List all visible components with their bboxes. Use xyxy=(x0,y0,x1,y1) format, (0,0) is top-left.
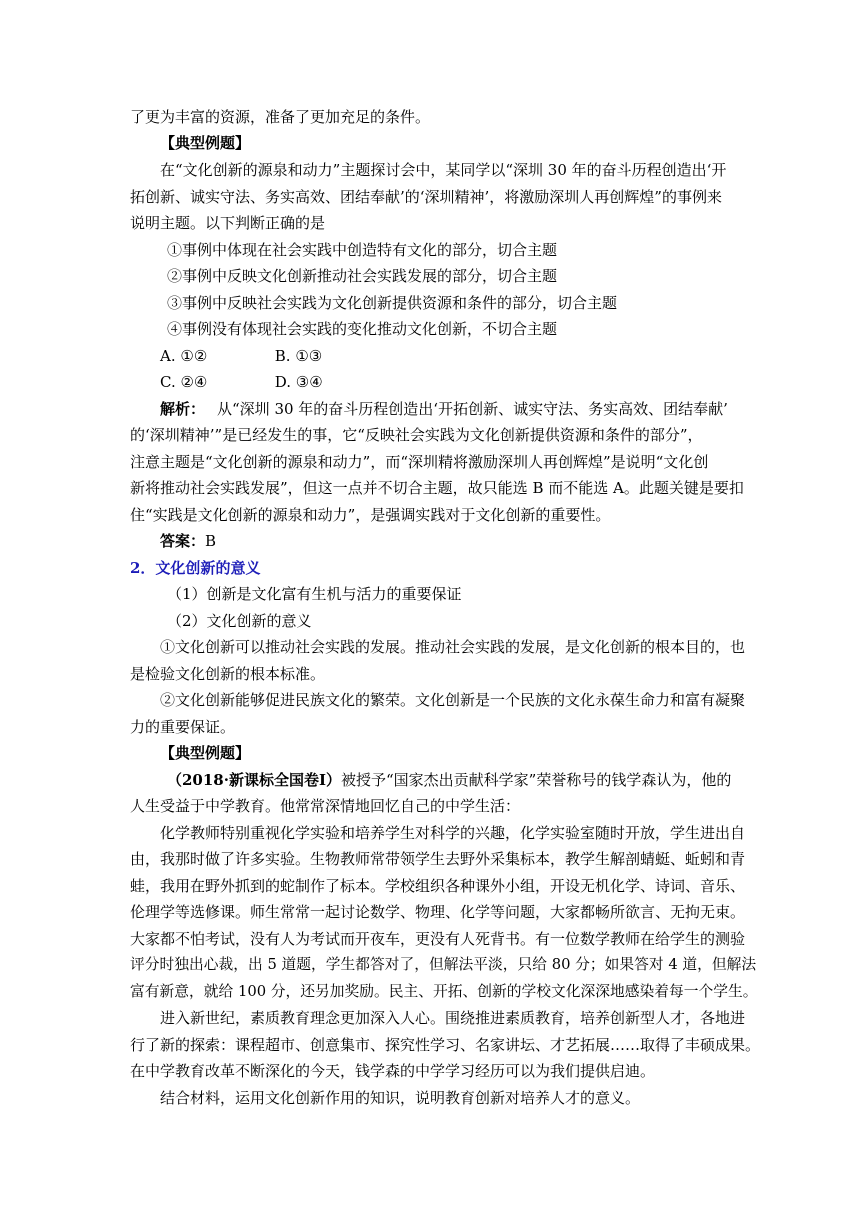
subpoint-2: （2）文化创新的意义 xyxy=(167,612,312,630)
material-line: 评分时独出心裁，出 5 道题，学生都答对了，但解法平淡，只给 80 分；如果答对 4 道，但解法 xyxy=(130,956,757,973)
analysis-text: 从“深圳 30 年的奋斗历程创造出‘开拓创新、诚实守法、务实高效、团结奉献’ xyxy=(217,400,728,418)
analysis-line xyxy=(160,396,762,423)
statement-2: ②事例中反映文化创新推动社会实践发展的部分，切合主题 xyxy=(167,267,558,285)
significance-2-cont: 力的重要保证。 xyxy=(130,718,236,736)
section-heading-2: 2．文化创新的意义 xyxy=(130,559,261,577)
question-line: 在“文化创新的源泉和动力”主题探讨会中，某同学以“深圳 30 年的奋斗历程创造出‘开 xyxy=(160,161,727,179)
subpoint-1: （1）创新是文化富有生机与活力的重要保证 xyxy=(167,585,462,603)
analysis-line: 的‘深圳精神’”是已经发生的事，它“反映社会实践为文化创新提供资源和条件的部分”， xyxy=(130,426,703,444)
analysis-line: 注意主题是“文化创新的源泉和动力”，而“深圳精将激励深圳人再创辉煌”是说明“文化创 xyxy=(130,453,709,471)
exam-source: （2018·新课标全国卷Ⅰ） xyxy=(167,771,341,789)
answer-label: 答案： xyxy=(160,532,206,550)
option-a: A. ①② xyxy=(160,347,208,365)
analysis-line: 新将推动社会实践发展”，但这一点并不切合主题，故只能选 B 而不能选 A。此题关键是要扣 xyxy=(130,479,744,497)
answer-line xyxy=(160,528,762,555)
material-line: 行了新的探索：课程超市、创意集市、探究性学习、名家讲坛、才艺拓展……取得了丰硕成果。 xyxy=(130,1036,761,1054)
option-b: B. ①③ xyxy=(274,347,323,365)
option-c: C. ②④ xyxy=(160,373,208,391)
section-heading-example: 【典型例题】 xyxy=(160,134,251,152)
material-line: 在中学教育改革不断深化的今天，钱学森的中学学习经历可以为我们提供启迪。 xyxy=(130,1062,656,1080)
analysis-line: 住“实践是文化创新的源泉和动力”，是强调实践对于文化创新的重要性。 xyxy=(130,506,611,524)
significance-1: ①文化创新可以推动社会实践的发展。推动社会实践的发展，是文化创新的根本目的，也 xyxy=(160,638,746,656)
question-intro-line xyxy=(167,767,799,794)
material-line: 人生受益于中学教育。他常常深情地回忆自己的中学生活： xyxy=(130,797,521,815)
material-line: 蛙，我用在野外抓到的蛇制作了标本。学校组织各种课外小组，开设无机化学、诗词、音乐、 xyxy=(130,877,746,895)
answer-value: B xyxy=(205,532,217,550)
statement-1: ①事例中体现在社会实践中创造特有文化的部分，切合主题 xyxy=(167,241,558,259)
paragraph-line: 了更为丰富的资源，准备了更加充足的条件。 xyxy=(130,108,431,126)
options-row xyxy=(160,343,792,370)
material-line: 伦理学等选修课。师生常常一起讨论数学、物理、化学等问题，大家都畅所欲言、无拘无束。 xyxy=(130,903,746,921)
analysis-label: 解析： xyxy=(160,400,206,418)
material-line: 富有新意，就给 100 分，还另加奖励。民主、开拓、创新的学校文化深深地感染着每一个学生。 xyxy=(130,983,758,1000)
question-line: 说明主题。以下判断正确的是 xyxy=(130,214,326,232)
statement-4: ④事例没有体现社会实践的变化推动文化创新，不切合主题 xyxy=(167,320,558,338)
question-prompt: 结合材料，运用文化创新作用的知识，说明教育创新对培养人才的意义。 xyxy=(160,1089,641,1107)
question-line: 拓创新、诚实守法、务实高效、团结奉献’的‘深圳精神’，将激励深圳人再创辉煌”的事例来 xyxy=(130,188,722,206)
question-intro-text: 被授予“国家杰出贡献科学家”荣誉称号的钱学森认为，他的 xyxy=(341,771,732,789)
significance-1-cont: 是检验文化创新的根本标准。 xyxy=(130,665,326,683)
statement-3: ③事例中反映社会实践为文化创新提供资源和条件的部分，切合主题 xyxy=(167,294,618,312)
significance-2: ②文化创新能够促进民族文化的繁荣。文化创新是一个民族的文化永葆生命力和富有凝聚 xyxy=(160,691,746,709)
material-line: 化学教师特别重视化学实验和培养学生对科学的兴趣，化学实验室随时开放，学生进出自 xyxy=(160,824,746,842)
option-d: D. ③④ xyxy=(274,373,323,391)
material-line: 大家都不怕考试，没有人为考试而开夜车，更没有人死背书。有一位数学教师在给学生的测验 xyxy=(130,930,746,948)
material-line: 由，我那时做了许多实验。生物教师常带领学生去野外采集标本，教学生解剖蜻蜓、蚯蚓和青 xyxy=(130,850,746,868)
section-heading-example: 【典型例题】 xyxy=(160,744,251,762)
material-line: 进入新世纪，素质教育理念更加深入人心。围绕推进素质教育，培养创新型人才，各地进 xyxy=(160,1009,746,1027)
options-row xyxy=(160,369,792,396)
